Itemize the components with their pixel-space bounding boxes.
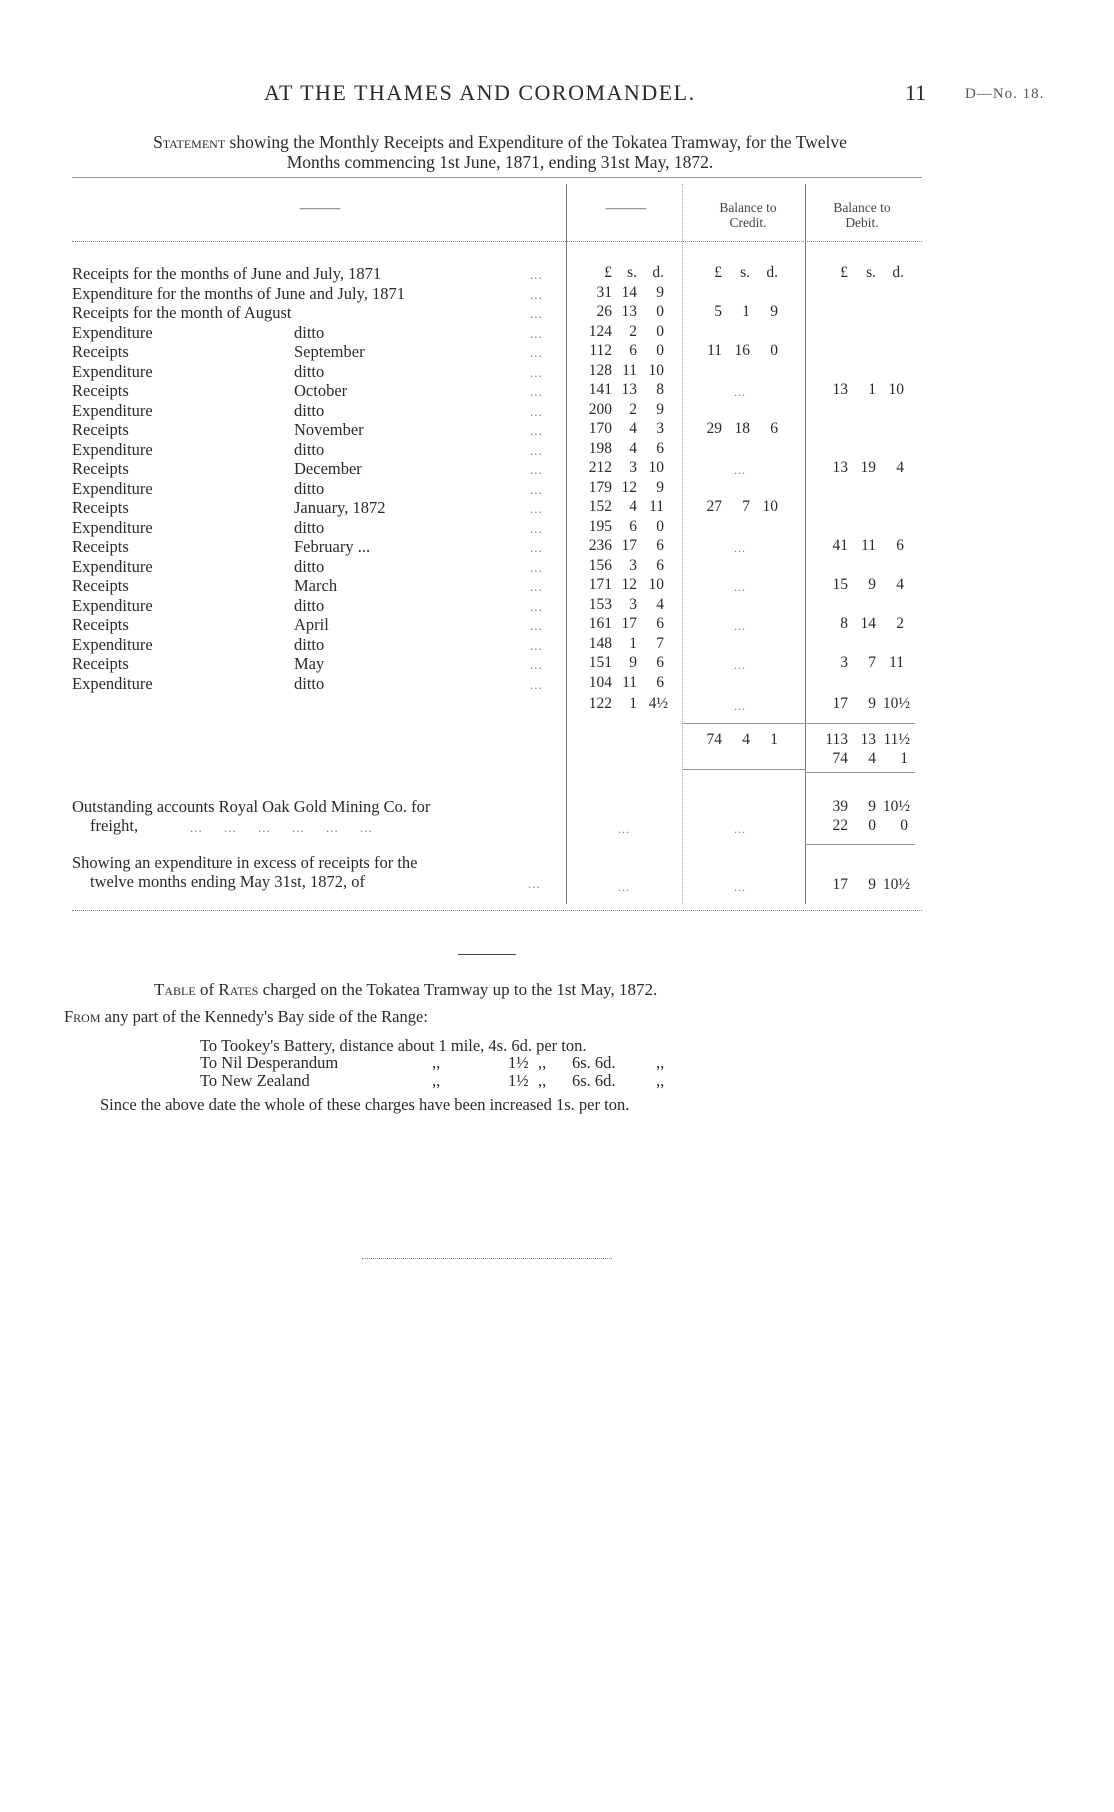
- amount-shillings: 12: [621, 479, 637, 496]
- debit-pence: 10: [888, 381, 904, 398]
- amount-pence: 0: [656, 342, 664, 359]
- debit-header-line-1: Balance to: [833, 200, 891, 215]
- showing-debit-pounds: 17: [832, 876, 848, 893]
- amount-shillings: 17: [621, 615, 637, 632]
- row-month: ditto: [294, 323, 325, 342]
- amount-pounds: 156: [588, 557, 612, 574]
- row-label: Receipts for the months of June and July, 1871: [72, 264, 382, 283]
- leader-dots: ...: [530, 443, 543, 458]
- statement-title-line-1: Statement showing the Monthly Receipts and Expenditure of the Tokatea Tramway, for the Twelve: [153, 132, 847, 152]
- amount-pence: 0: [656, 323, 664, 340]
- debit-pence: 6: [896, 537, 904, 554]
- leader-dots: ...: [530, 657, 543, 672]
- credit-ellipsis: ...: [734, 580, 746, 594]
- rates-from-line: From any part of the Kennedy's Bay side of the Range:: [64, 1007, 428, 1026]
- row-label: Expenditure: [72, 635, 153, 654]
- rate-ditto-mark: ,,: [656, 1053, 665, 1072]
- debit-less-pounds: 74: [832, 750, 848, 767]
- amount-pounds: 26: [596, 303, 612, 320]
- debit-total-top-rule: [805, 723, 915, 724]
- outstanding-credit-ellipsis: ...: [734, 822, 746, 836]
- rate-ditto-mark: ,,: [538, 1053, 547, 1072]
- outstanding-label-line-2: freight,: [90, 816, 139, 835]
- credit-ellipsis: ...: [734, 658, 746, 672]
- unit-pound: £: [714, 264, 722, 281]
- document-reference: D—No. 18.: [965, 86, 1045, 102]
- page-header: AT THE THAMES AND COROMANDEL.: [264, 80, 696, 105]
- amount-shillings: 11: [622, 674, 637, 691]
- debit-total-shillings: 13: [860, 731, 876, 748]
- amount-shillings: 13: [621, 303, 637, 320]
- outstanding-debit2-pounds: 22: [832, 817, 848, 834]
- row-label: Receipts: [72, 498, 129, 517]
- unit-shilling: s.: [740, 264, 750, 281]
- row-label: Receipts: [72, 381, 129, 400]
- leader-dots: ...: [530, 404, 543, 419]
- showing-leader-dots: ...: [528, 876, 541, 891]
- debit-less-rule: [805, 772, 915, 773]
- amount-pence: 6: [656, 537, 664, 554]
- row-month: ditto: [294, 518, 325, 537]
- rate-distance: 1½: [508, 1053, 529, 1072]
- page-number: 11: [905, 80, 927, 105]
- outstanding-debit-pounds: 39: [832, 798, 848, 815]
- rate-destination: To New Zealand: [200, 1071, 310, 1090]
- row-month: December: [294, 459, 362, 478]
- credit-total-top-rule: [682, 723, 806, 724]
- row-label: Expenditure: [72, 362, 153, 381]
- row-month: ditto: [294, 674, 325, 693]
- credit-total-pounds: 74: [706, 731, 722, 748]
- leader-dots: ...: [530, 384, 543, 399]
- showing-amount-ellipsis: ...: [618, 880, 630, 894]
- amount-pounds: 161: [588, 615, 612, 632]
- table-header-rule: [72, 241, 922, 242]
- final-amount-pounds: 122: [588, 695, 612, 712]
- amount-pounds: 236: [588, 537, 612, 554]
- leader-dots: ...: [530, 423, 543, 438]
- final-debit-pence: 10½: [882, 695, 910, 712]
- amount-shillings: 2: [629, 401, 637, 418]
- leader-dots: ...: [530, 501, 543, 516]
- amount-pounds: 141: [588, 381, 612, 398]
- section-separator: [458, 954, 516, 955]
- rates-title: Table of Rates charged on the Tokatea Tramway up to the 1st May, 1872.: [154, 980, 658, 999]
- credit-pence: 0: [770, 342, 778, 359]
- unit-pence: d.: [652, 264, 664, 281]
- row-label: Expenditure: [72, 596, 153, 615]
- amount-pounds: 179: [588, 479, 612, 496]
- amount-shillings: 6: [629, 342, 637, 359]
- credit-pence: 10: [762, 498, 778, 515]
- row-label: Receipts: [72, 342, 129, 361]
- amount-pounds: 153: [588, 596, 612, 613]
- amount-pence: 6: [656, 615, 664, 632]
- amount-pence: 3: [656, 420, 664, 437]
- amount-pence: 9: [656, 401, 664, 418]
- unit-pound: £: [840, 264, 848, 281]
- amount-pounds: 128: [588, 362, 612, 379]
- credit-ellipsis: ...: [734, 619, 746, 633]
- final-debit-shillings: 9: [868, 695, 876, 712]
- leader-dots: ...: [530, 638, 543, 653]
- row-month: ditto: [294, 362, 325, 381]
- amount-pence: 9: [656, 284, 664, 301]
- rate-ditto-mark: ,,: [432, 1053, 441, 1072]
- debit-shillings: 1: [868, 381, 876, 398]
- row-month: ditto: [294, 440, 325, 459]
- rate-destination: To Nil Desperandum: [200, 1053, 339, 1072]
- column-header-debit: [812, 200, 912, 230]
- table-top-rule: [72, 177, 922, 178]
- leader-dots: ...: [530, 599, 543, 614]
- credit-ellipsis: ...: [734, 385, 746, 399]
- showing-debit-pence: 10½: [882, 876, 910, 893]
- credit-shillings: 18: [734, 420, 750, 437]
- debit-pounds: 8: [840, 615, 848, 632]
- leader-dots: ...: [530, 677, 543, 692]
- final-amount-pence: 4½: [648, 695, 668, 712]
- showing-credit-ellipsis: ...: [734, 880, 746, 894]
- rate-price: 6s. 6d.: [572, 1071, 616, 1090]
- amount-pounds: 31: [596, 284, 612, 301]
- amount-pounds: 152: [588, 498, 612, 515]
- leader-dots: ...: [530, 462, 543, 477]
- outstanding-rule: [805, 844, 915, 845]
- amount-shillings: 4: [629, 440, 637, 457]
- row-label: Receipts: [72, 420, 129, 439]
- outstanding-leader-dots: ... ... ... ... ... ...: [190, 820, 373, 835]
- unit-pence: d.: [766, 264, 778, 281]
- row-label: Receipts: [72, 615, 129, 634]
- column-header-amount: ———: [605, 200, 647, 215]
- credit-shillings: 16: [734, 342, 750, 359]
- amount-pounds: 200: [588, 401, 612, 418]
- amount-shillings: 3: [629, 596, 637, 613]
- amount-shillings: 4: [629, 498, 637, 515]
- row-label: Expenditure: [72, 479, 153, 498]
- leader-dots: ...: [530, 482, 543, 497]
- amount-shillings: 14: [621, 284, 637, 301]
- rate-ditto-mark: ,,: [538, 1071, 547, 1090]
- debit-shillings: 7: [868, 654, 876, 671]
- row-label: Expenditure: [72, 323, 153, 342]
- rate-item-tookeys: To Tookey's Battery, distance about 1 mile, 4s. 6d. per ton.: [200, 1036, 587, 1055]
- debit-pence: 4: [896, 576, 904, 593]
- amount-pounds: 104: [588, 674, 612, 691]
- debit-pence: 11: [889, 654, 904, 671]
- debit-shillings: 9: [868, 576, 876, 593]
- amount-shillings: 4: [629, 420, 637, 437]
- amount-pounds: 151: [588, 654, 612, 671]
- debit-pounds: 13: [832, 459, 848, 476]
- column-divider-debit: [805, 184, 806, 904]
- outstanding-debit2-shillings: 0: [868, 817, 876, 834]
- amount-pence: 6: [656, 654, 664, 671]
- debit-pounds: 3: [840, 654, 848, 671]
- credit-total-pence: 1: [770, 731, 778, 748]
- row-month: ditto: [294, 557, 325, 576]
- column-header-credit: [698, 200, 798, 230]
- unit-pence: d.: [892, 264, 904, 281]
- showing-label-line-1: Showing an expenditure in excess of receipts for the: [72, 853, 418, 872]
- rate-price: 6s. 6d.: [572, 1053, 616, 1072]
- leader-dots: ...: [530, 618, 543, 633]
- outstanding-label-line-1: Outstanding accounts Royal Oak Gold Mining Co. for: [72, 797, 431, 816]
- row-month: September: [294, 342, 365, 361]
- outstanding-amount-ellipsis: ...: [618, 822, 630, 836]
- credit-shillings: 7: [742, 498, 750, 515]
- amount-shillings: 12: [621, 576, 637, 593]
- credit-header-line-2: Credit.: [729, 215, 767, 230]
- amount-pence: 10: [648, 362, 664, 379]
- column-divider-credit: [682, 184, 683, 904]
- row-label: Receipts: [72, 459, 129, 478]
- amount-shillings: 2: [629, 323, 637, 340]
- row-label: Expenditure for the months of June and July, 1871: [72, 284, 405, 303]
- amount-pounds: 170: [588, 420, 612, 437]
- debit-less-shillings: 4: [868, 750, 876, 767]
- debit-shillings: 11: [861, 537, 876, 554]
- final-debit-pounds: 17: [832, 695, 848, 712]
- outstanding-debit-shillings: 9: [868, 798, 876, 815]
- debit-total-pence: 11½: [883, 731, 910, 748]
- unit-pound: £: [604, 264, 612, 281]
- amount-pence: 6: [656, 674, 664, 691]
- credit-total-shillings: 4: [742, 731, 750, 748]
- leader-dots: ...: [530, 267, 543, 282]
- leader-dots: ...: [530, 560, 543, 575]
- leader-dots: ...: [530, 306, 543, 321]
- debit-total-pounds: 113: [825, 731, 848, 748]
- leader-dots: ...: [530, 540, 543, 555]
- rate-ditto-mark: ,,: [432, 1071, 441, 1090]
- credit-pence: 9: [770, 303, 778, 320]
- amount-pence: 0: [656, 303, 664, 320]
- leader-dots: ...: [530, 521, 543, 536]
- credit-header-line-1: Balance to: [719, 200, 777, 215]
- row-month: January, 1872: [294, 498, 386, 517]
- debit-pence: 2: [896, 615, 904, 632]
- amount-pence: 7: [656, 635, 664, 652]
- amount-shillings: 17: [621, 537, 637, 554]
- row-month: ditto: [294, 479, 325, 498]
- row-month: ditto: [294, 596, 325, 615]
- row-label: Receipts for the month of August: [72, 303, 292, 322]
- leader-dots: ...: [530, 326, 543, 341]
- amount-pounds: 212: [588, 459, 612, 476]
- final-amount-shillings: 1: [629, 695, 637, 712]
- debit-shillings: 19: [860, 459, 876, 476]
- credit-pounds: 29: [706, 420, 722, 437]
- rate-ditto-mark: ,,: [656, 1071, 665, 1090]
- credit-pence: 6: [770, 420, 778, 437]
- column-header-description: ———: [299, 200, 341, 215]
- showing-debit-shillings: 9: [868, 876, 876, 893]
- amount-pence: 9: [656, 479, 664, 496]
- debit-header-line-2: Debit.: [845, 215, 879, 230]
- statement-title-line-2: Months commencing 1st June, 1871, ending 31st May, 1872.: [286, 152, 714, 172]
- row-label: Expenditure: [72, 557, 153, 576]
- row-label: Expenditure: [72, 518, 153, 537]
- unit-shilling: s.: [866, 264, 876, 281]
- amount-shillings: 3: [629, 557, 637, 574]
- amount-pounds: 124: [588, 323, 612, 340]
- amount-pence: 11: [649, 498, 664, 515]
- debit-pence: 4: [896, 459, 904, 476]
- table-bottom-rule: [72, 910, 922, 911]
- end-rule: [362, 1258, 612, 1259]
- row-label: Expenditure: [72, 440, 153, 459]
- unit-shilling: s.: [627, 264, 637, 281]
- amount-pence: 4: [656, 596, 664, 613]
- amount-pence: 10: [648, 576, 664, 593]
- amount-pounds: 195: [588, 518, 612, 535]
- debit-pounds: 41: [832, 537, 848, 554]
- amount-pence: 6: [656, 557, 664, 574]
- amount-pence: 6: [656, 440, 664, 457]
- statement-title: [60, 132, 940, 172]
- row-month: April: [294, 615, 329, 634]
- row-month: March: [294, 576, 338, 595]
- amount-shillings: 3: [629, 459, 637, 476]
- row-label: Expenditure: [72, 674, 153, 693]
- rates-note: Since the above date the whole of these charges have been increased 1s. per ton.: [100, 1095, 630, 1114]
- row-month: February ...: [294, 537, 371, 556]
- amount-shillings: 11: [622, 362, 637, 379]
- final-credit-ellipsis: ...: [734, 699, 746, 713]
- amount-pence: 10: [648, 459, 664, 476]
- credit-ellipsis: ...: [734, 463, 746, 477]
- rate-distance: 1½: [508, 1071, 529, 1090]
- leader-dots: ...: [530, 365, 543, 380]
- amount-pounds: 112: [589, 342, 612, 359]
- row-label: Receipts: [72, 537, 129, 556]
- leader-dots: ...: [530, 345, 543, 360]
- leader-dots: ...: [530, 287, 543, 302]
- leader-dots: ...: [530, 579, 543, 594]
- outstanding-debit-pence: 10½: [882, 798, 910, 815]
- row-month: May: [294, 654, 325, 673]
- amount-pence: 8: [656, 381, 664, 398]
- amount-shillings: 9: [629, 654, 637, 671]
- row-label: Receipts: [72, 576, 129, 595]
- outstanding-debit2-pence: 0: [900, 817, 908, 834]
- amount-pence: 0: [656, 518, 664, 535]
- debit-shillings: 14: [860, 615, 876, 632]
- row-label: Receipts: [72, 654, 129, 673]
- row-month: ditto: [294, 401, 325, 420]
- row-month: October: [294, 381, 348, 400]
- amount-pounds: 198: [588, 440, 612, 457]
- amount-shillings: 1: [629, 635, 637, 652]
- amount-pounds: 148: [588, 635, 612, 652]
- row-label: Expenditure: [72, 401, 153, 420]
- credit-shillings: 1: [742, 303, 750, 320]
- credit-ellipsis: ...: [734, 541, 746, 555]
- credit-total-bottom-rule: [682, 769, 806, 770]
- amount-shillings: 13: [621, 381, 637, 398]
- amount-shillings: 6: [629, 518, 637, 535]
- column-divider-amount: [566, 184, 567, 904]
- amount-pounds: 171: [588, 576, 612, 593]
- debit-pounds: 13: [832, 381, 848, 398]
- debit-pounds: 15: [832, 576, 848, 593]
- credit-pounds: 27: [706, 498, 722, 515]
- row-month: November: [294, 420, 364, 439]
- credit-pounds: 11: [707, 342, 722, 359]
- credit-pounds: 5: [714, 303, 722, 320]
- debit-less-pence: 1: [900, 750, 908, 767]
- showing-label-line-2: twelve months ending May 31st, 1872, of: [90, 872, 365, 891]
- row-month: ditto: [294, 635, 325, 654]
